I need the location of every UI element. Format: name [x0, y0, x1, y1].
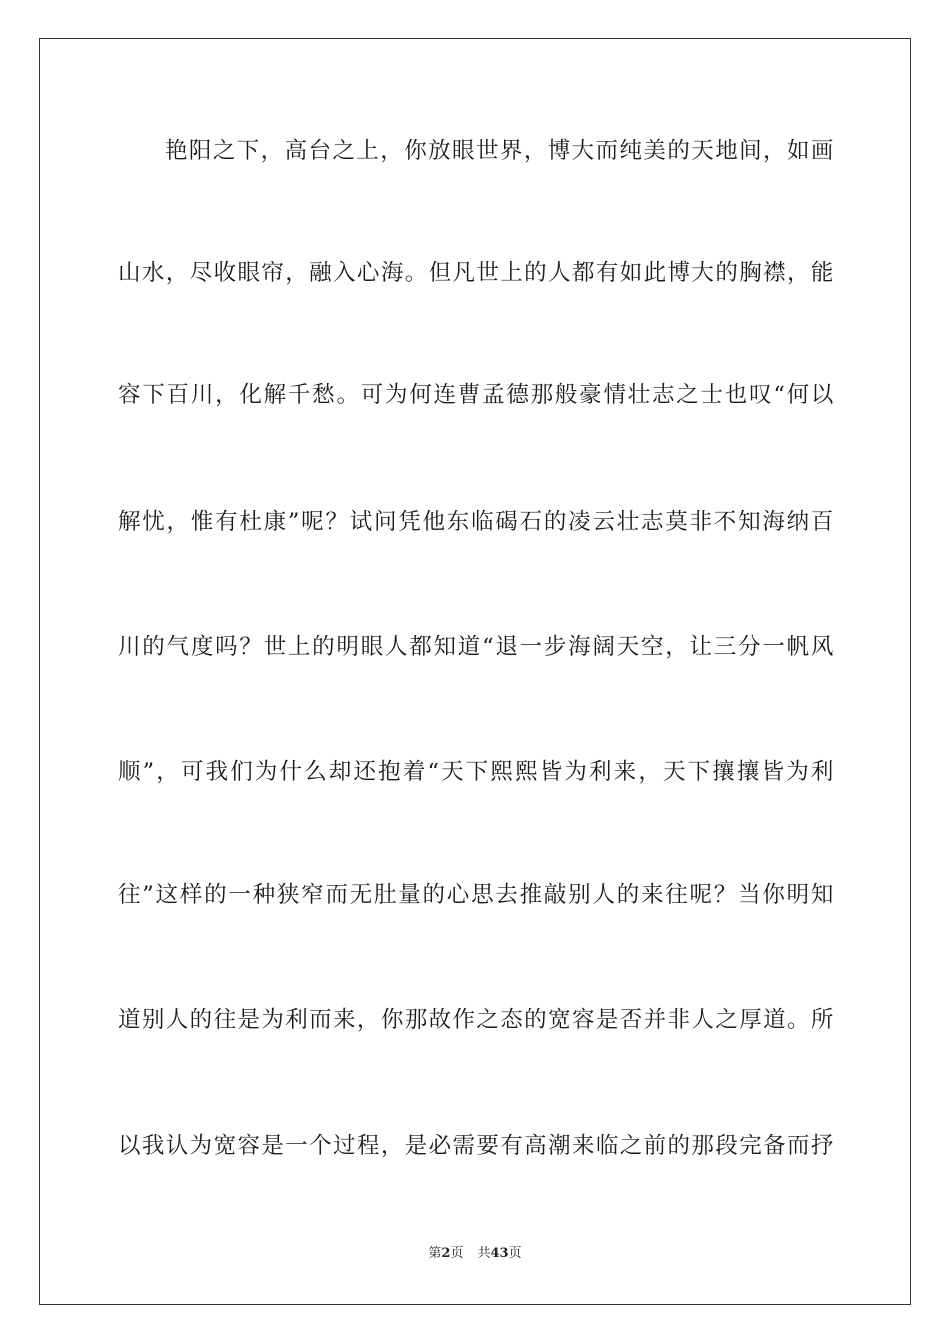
page-border — [39, 38, 911, 1305]
total-prefix: 共 — [477, 1246, 491, 1261]
page-number: 2 — [441, 1246, 451, 1261]
text-line: 往”这样的一种狭窄而无肚量的心思去推敲别人的来往呢？当你明知 — [118, 882, 834, 908]
text-line: 川的气度吗？世上的明眼人都知道“退一步海阔天空，让三分一帆风 — [118, 634, 834, 660]
page-footer — [0, 1245, 950, 1263]
text-line: 容下百川，化解千愁。可为何连曹孟德那般豪情壮志之士也叹“何以 — [118, 382, 834, 408]
text-line: 艳阳之下，高台之上，你放眼世界，博大而纯美的天地间，如画 — [165, 138, 834, 164]
text-line: 以我认为宽容是一个过程，是必需要有高潮来临之前的那段完备而抒 — [118, 1133, 834, 1159]
total-pages: 43 — [490, 1246, 509, 1261]
total-suffix: 页 — [508, 1246, 522, 1261]
text-line: 道别人的往是为利而来，你那故作之态的宽容是否并非人之厚道。所 — [118, 1007, 834, 1033]
text-line: 顺”，可我们为什么却还抱着“天下熙熙皆为利来，天下攘攘皆为利 — [118, 759, 834, 785]
page-suffix: 页 — [450, 1246, 464, 1261]
text-line: 山水，尽收眼帘，融入心海。但凡世上的人都有如此博大的胸襟，能 — [118, 260, 834, 286]
page-prefix: 第 — [428, 1246, 442, 1261]
text-line: 解忧，惟有杜康”呢？试问凭他东临碣石的凌云壮志莫非不知海纳百 — [118, 509, 834, 535]
